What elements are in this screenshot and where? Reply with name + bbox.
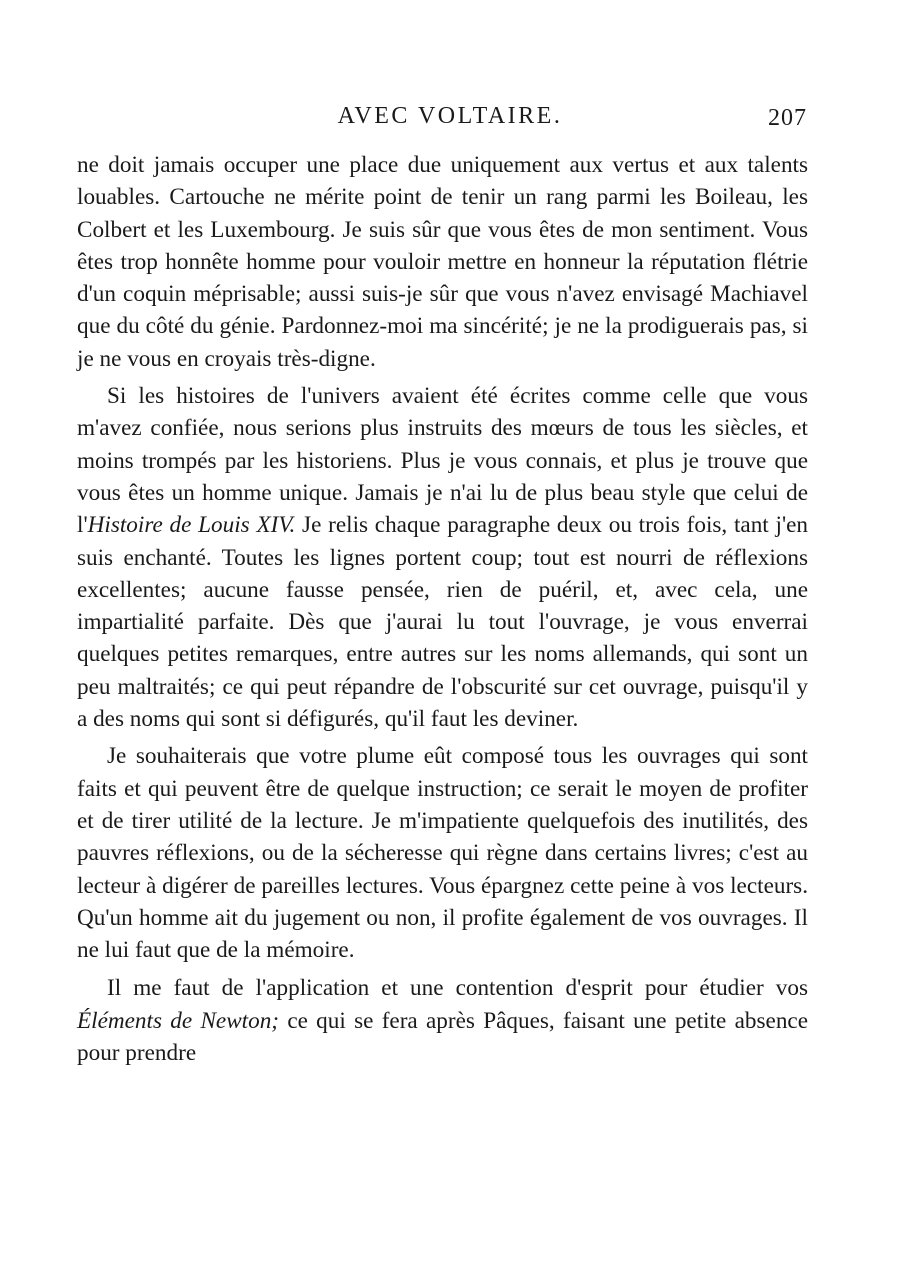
body-text [77, 149, 808, 1069]
italic-title: Éléments de Newton; [77, 1007, 280, 1034]
paragraph-2 [77, 380, 808, 735]
running-title: AVEC VOLTAIRE. [337, 103, 563, 129]
italic-title: Histoire de Louis XIV. [87, 512, 296, 539]
paragraph-text: ne doit jamais occuper une place due uniquement aux vertus et aux talents louables. Cartouche ne mérite point de tenir un rang parmi les Boileau, les Colbert et les Luxembourg. Je suis sûr que vous êtes de mon sentiment. Vous êtes trop honnête homme pour vouloir mettre en honneur la réputation flétrie d'un coquin méprisable; aussi suis-je sûr que vous n'avez envisagé Machiavel que du côté du génie. Pardonnez-moi ma sincérité; je ne la prodiguerais pas, si je ne vous en croyais très-digne. [77, 152, 808, 372]
paragraph-1 [77, 149, 808, 375]
paragraph-text: Je relis chaque paragraphe deux ou trois fois, tant j'en suis enchanté. Toutes les lignes portent coup; tout est nourri de réflexions excellentes; aucune fausse pensée, rien de puéril, et, avec cela, une impartialité parfaite. Dès que j'aurai lu tout l'ouvrage, je vous enverrai quelques petites remarques, entre autres sur les noms allemands, qui sont un peu maltraités; ce qui peut répandre de l'obscurité sur cet ouvrage, puisqu'il y a des noms qui sont si défigurés, qu'il faut les deviner. [77, 512, 809, 733]
paragraph-4 [77, 972, 808, 1069]
paragraph-text: Je souhaiterais que votre plume eût composé tous les ouvrages qui sont faits et qui peuvent être de quelque instruction; ce serait le moyen de profiter et de tirer utilité de la lecture. Je m'impatiente quelquefois des inutilités, des pauvres réflexions, ou de la sécheresse qui règne dans certains livres; c'est au lecteur à digérer de pareilles lectures. Vous épargnez cette peine à vos lecteurs. Qu'un homme ait du jugement ou non, il profite également de vos ouvrages. Il ne lui faut que de la mémoire. [77, 743, 808, 964]
paragraph-text: ce qui se fera après Pâques, faisant une petite absence pour prendre [77, 1007, 808, 1067]
page-number: 207 [768, 105, 807, 131]
paragraph-3 [77, 740, 808, 966]
paragraph-text: Si les histoires de l'univers avaient été écrites comme celle que vous m'avez confiée, nous serions plus instruits des mœurs de tous les siècles, et moins trompés par les historiens. Plus je vous connais, et plus je trouve que vous êtes un homme unique. Jamais je n'ai lu de plus beau style que celui de l' [77, 383, 808, 539]
running-head [0, 103, 900, 139]
paragraph-text: Il me faut de l'application et une contention d'esprit pour étudier vos [107, 975, 808, 1002]
